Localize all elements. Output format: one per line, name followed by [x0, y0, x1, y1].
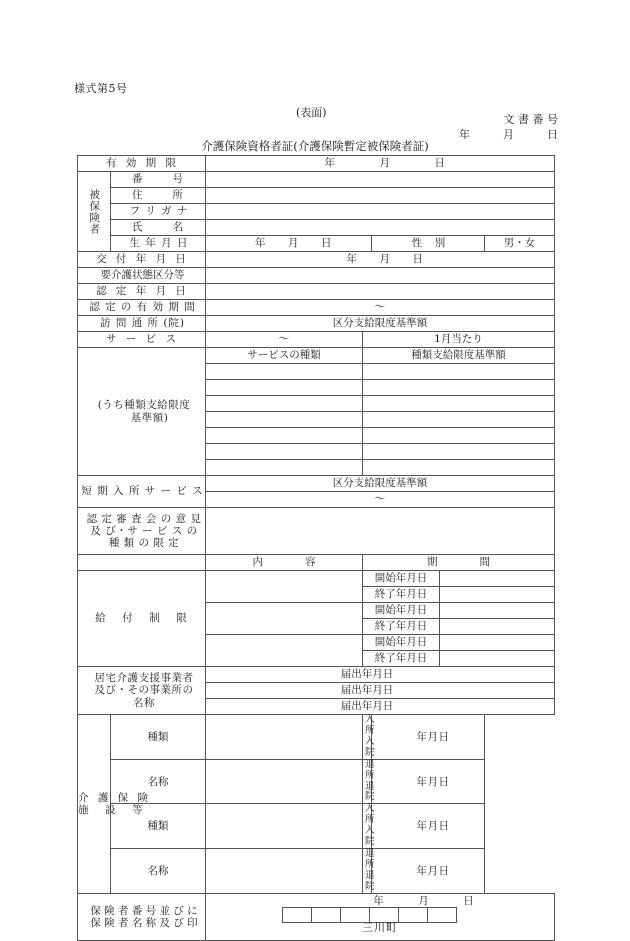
- short-stay-period[interactable]: ～: [206, 492, 555, 508]
- insured-vertical-label: [78, 172, 111, 252]
- certify-date-value[interactable]: [206, 284, 555, 300]
- valid-period-label: 有 効 期 限: [78, 156, 206, 172]
- benefit-content-cell[interactable]: [206, 635, 363, 667]
- certify-period-label: 認 定 の 有 効 期 間: [78, 300, 206, 316]
- table-row-opinion: [78, 508, 555, 555]
- table-row-issue-date: [78, 252, 555, 268]
- type-limit-cell[interactable]: [363, 364, 555, 380]
- certify-date-label: 認 定 年 月 日: [78, 284, 206, 300]
- table-row-name: [78, 220, 555, 236]
- service-type-cell[interactable]: [206, 396, 363, 412]
- report-date-label[interactable]: 届出年月日: [206, 683, 555, 699]
- insurer-date-year: 年: [373, 894, 384, 907]
- type-limit-label: [78, 348, 206, 476]
- type-limit-cell[interactable]: [363, 396, 555, 412]
- table-row-certify-date: [78, 284, 555, 300]
- opinion-label: [78, 508, 206, 555]
- discharge-label: [363, 848, 375, 894]
- report-date-label[interactable]: 届出年月日: [206, 667, 555, 683]
- facility-label-line1: 介 護 保 険: [78, 791, 152, 804]
- type-limit-header: 種類支給限度基準額: [363, 348, 555, 364]
- issue-date-value[interactable]: 年 月 日: [206, 252, 555, 268]
- admission-date-value[interactable]: 年月日: [372, 804, 485, 849]
- benefit-start-label: 開始年月日: [363, 603, 440, 619]
- benefit-limit-label: 給 付 制 限: [78, 571, 206, 667]
- benefit-start-label: 開始年月日: [363, 571, 440, 587]
- insurer-number-area: [206, 894, 554, 940]
- insured-name-value[interactable]: [206, 220, 555, 236]
- benefit-end-label: 終了年月日: [363, 651, 440, 667]
- service-type-cell[interactable]: [206, 428, 363, 444]
- support-office-label: [78, 667, 206, 715]
- certificate-table: [77, 155, 555, 941]
- opinion-label-line3: 種 類 の 限 定: [108, 537, 180, 550]
- table-row-visit-service-1: [78, 316, 555, 332]
- valid-period-value: 年 月 日: [206, 156, 555, 172]
- benefit-end-value[interactable]: [440, 587, 555, 603]
- admission-label-line2: 入院: [365, 735, 375, 758]
- table-row-facility-3: [78, 804, 555, 849]
- benefit-start-value[interactable]: [440, 571, 555, 587]
- service-type-cell[interactable]: [206, 380, 363, 396]
- visit-service-label-1: 訪 問 通 所 (院): [78, 316, 206, 332]
- insured-address-value[interactable]: [206, 188, 555, 204]
- table-row-facility-1: [78, 715, 555, 760]
- table-row-insurer: [78, 893, 555, 940]
- insurer-value-area: [206, 893, 555, 940]
- benefit-content-cell[interactable]: [206, 571, 363, 603]
- insurer-label: [78, 893, 206, 940]
- insurer-date-month: 月: [418, 894, 429, 907]
- insurer-date-day: 日: [463, 894, 474, 907]
- service-type-cell[interactable]: [206, 364, 363, 380]
- insured-number-value[interactable]: [206, 172, 555, 188]
- visit-service-per-month: 1月当たり: [363, 332, 555, 348]
- insurer-label-line2: 保 険 者 名 称 及 び 印: [90, 916, 198, 929]
- insured-birthdate-label: 生 年 月 日: [111, 236, 206, 252]
- discharge-date-value[interactable]: 年月日: [372, 849, 485, 894]
- insured-furigana-label: フ リ ガ ナ: [111, 204, 206, 220]
- discharge-label-line2: 退院: [365, 780, 375, 803]
- type-limit-cell[interactable]: [363, 412, 555, 428]
- discharge-label-line1: 退所: [365, 758, 375, 781]
- facility-name-value[interactable]: [206, 759, 363, 804]
- benefit-start-value[interactable]: [440, 635, 555, 651]
- table-row-certify-period: [78, 300, 555, 316]
- benefit-period-header: 期 間: [363, 555, 555, 571]
- admission-label: [363, 714, 375, 760]
- type-limit-label-line2: 基準額): [119, 411, 169, 424]
- insured-number-label: 番 号: [111, 172, 206, 188]
- table-row-benefit-1-start: [78, 571, 555, 587]
- service-type-cell[interactable]: [206, 460, 363, 476]
- facility-name-label: 名称: [111, 759, 206, 804]
- insured-address-label: 住 所: [111, 188, 206, 204]
- table-row-short-stay-1: [78, 476, 555, 492]
- benefit-start-value[interactable]: [440, 603, 555, 619]
- type-limit-cell[interactable]: [363, 428, 555, 444]
- facility-type-label: 種類: [111, 715, 206, 760]
- type-limit-cell[interactable]: [363, 380, 555, 396]
- type-limit-cell[interactable]: [363, 460, 555, 476]
- benefit-end-label: 終了年月日: [363, 619, 440, 635]
- insurer-label-line1: 保 険 者 番 号 並 び に: [90, 904, 198, 917]
- opinion-label-line1: 認 定 審 査 会 の 意 見: [86, 512, 202, 525]
- facility-label: [78, 715, 152, 894]
- table-row-type-limit-header: [78, 348, 555, 364]
- admission-label-line2: 入院: [365, 825, 375, 848]
- table-row-facility-4: [78, 849, 555, 894]
- page-title: 介護保険資格者証(介護保険暫定被保険者証): [201, 139, 429, 153]
- visit-service-period[interactable]: ～: [206, 332, 363, 348]
- service-type-cell[interactable]: [206, 412, 363, 428]
- benefit-start-label: 開始年月日: [363, 635, 440, 651]
- type-limit-label-line1: (うち種類支給限度: [97, 399, 191, 412]
- support-office-label-line1: 居宅介護支援事業者: [94, 672, 194, 685]
- certify-period-value[interactable]: ～: [206, 300, 555, 316]
- opinion-value[interactable]: [206, 508, 555, 555]
- admission-date-value[interactable]: 年月日: [372, 715, 485, 760]
- short-stay-label: 短 期 入 所 サ ー ビ ス: [78, 476, 206, 508]
- insured-vertical-label-text: 被保険者: [88, 188, 101, 235]
- form-number: 様式第5号: [74, 82, 128, 95]
- benefit-limit-corner: [78, 555, 206, 571]
- document-date: 年 月 日: [459, 127, 558, 141]
- insured-name-label: 氏 名: [111, 220, 206, 236]
- document-number-label: 文 書 番 号: [503, 113, 558, 126]
- care-level-value[interactable]: [206, 268, 555, 284]
- discharge-label: [363, 758, 375, 804]
- table-row-address: [78, 188, 555, 204]
- admission-label-line1: 入所: [365, 803, 375, 826]
- report-date-label[interactable]: 届出年月日: [206, 699, 555, 715]
- benefit-content-cell[interactable]: [206, 603, 363, 635]
- discharge-date-value[interactable]: 年月日: [372, 759, 485, 804]
- care-level-label: 要介護状態区分等: [78, 268, 206, 284]
- benefit-end-value[interactable]: [440, 619, 555, 635]
- opinion-label-line2: 及 び・サ ー ビ ス の: [90, 524, 198, 537]
- benefit-end-value[interactable]: [440, 651, 555, 667]
- benefit-end-label: 終了年月日: [363, 587, 440, 603]
- face-label: (表面): [296, 106, 327, 119]
- type-limit-cell[interactable]: [363, 444, 555, 460]
- table-row-furigana: [78, 204, 555, 220]
- support-office-label-line2: 及び・その事業所の: [94, 684, 194, 697]
- admission-label-line1: 入所: [365, 714, 375, 736]
- issue-date-label: 交 付 年 月 日: [78, 252, 206, 268]
- table-row-number: [78, 172, 555, 188]
- facility-label-line2: 施 設 等: [78, 803, 146, 816]
- gender-options[interactable]: 男・女: [485, 236, 555, 252]
- table-row-support-office-1: [78, 667, 555, 683]
- admission-label: [363, 803, 375, 849]
- benefit-content-header: 内 容: [206, 555, 363, 571]
- service-type-cell[interactable]: [206, 444, 363, 460]
- facility-name-label: 名称: [111, 849, 206, 894]
- visit-service-kubun-limit: 区分支給限度基準額: [206, 316, 555, 332]
- facility-name-value[interactable]: [206, 849, 363, 894]
- service-type-header: サービスの種類: [206, 348, 363, 364]
- facility-type-value[interactable]: [206, 715, 363, 760]
- support-office-label-line3: 名称: [133, 696, 155, 709]
- table-row-valid-period: [78, 156, 555, 172]
- short-stay-limit-label: 区分支給限度基準額: [206, 476, 555, 492]
- table-row-birthdate: [78, 236, 555, 252]
- gender-label: 性 別: [372, 236, 485, 252]
- table-row-care-level: [78, 268, 555, 284]
- facility-type-value[interactable]: [206, 804, 363, 849]
- facility-type-label: 種類: [111, 804, 206, 849]
- insured-furigana-value[interactable]: [206, 204, 555, 220]
- insured-birthdate-value[interactable]: 年 月 日: [206, 236, 372, 252]
- insurer-date-labels: [356, 895, 491, 907]
- table-row-visit-service-2: [78, 332, 555, 348]
- discharge-label-line1: 退所: [365, 848, 375, 870]
- insurer-name: 三川町: [362, 920, 399, 934]
- table-row-benefit-header: [78, 555, 555, 571]
- visit-service-label-2: サ ー ビ ス: [78, 332, 206, 348]
- discharge-label-line2: 退院: [365, 869, 375, 892]
